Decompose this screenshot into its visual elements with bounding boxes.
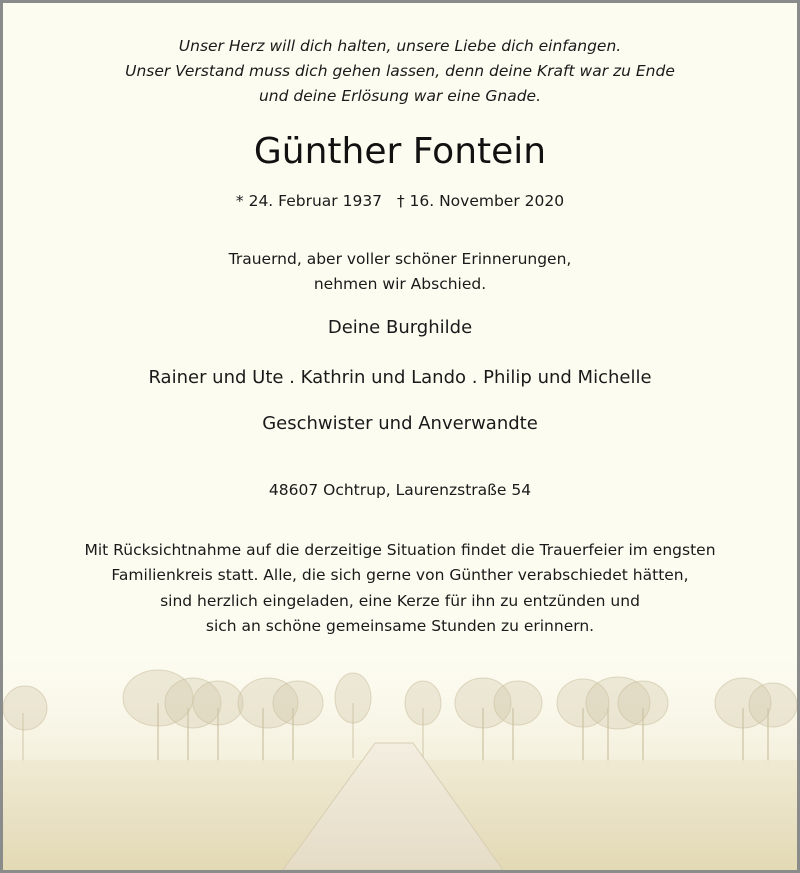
farewell-line: Trauernd, aber voller schöner Erinnerungen, [228,250,572,268]
notice-line: Familienkreis statt. Alle, die sich gerne von Günther verabschiedet hätten, [111,566,689,584]
notice-line: sich an schöne gemeinsame Stunden zu erinnern. [205,617,595,635]
notice-line: Mit Rücksichtnahme auf die derzeitige Situation findet die Trauerfeier im engsten [84,541,716,559]
motto-line: Unser Herz will dich halten, unsere Liebe dich einfangen. [178,37,622,55]
motto-line: und deine Erlösung war eine Gnade. [258,87,542,105]
notice-line: sind herzlich eingeladen, eine Kerze für ihn zu entzünden und [160,592,640,610]
address: 48607 Ochtrup, Laurenzstraße 54 [268,481,532,499]
farewell-line: nehmen wir Abschied. [313,275,487,293]
motto-line: Unser Verstand muss dich gehen lassen, denn deine Kraft war zu Ende [125,62,675,80]
life-dates: * 24. Februar 1937 † 16. November 2020 [235,192,565,210]
mourner-spouse: Deine Burghilde [327,317,473,338]
deceased-name: Günther Fontein [253,131,547,172]
mourner-relatives: Geschwister und Anverwandte [262,413,538,434]
obituary-card [3,3,797,870]
mourner-children: Rainer und Ute . Kathrin und Lando . Philip und Michelle [148,367,652,388]
